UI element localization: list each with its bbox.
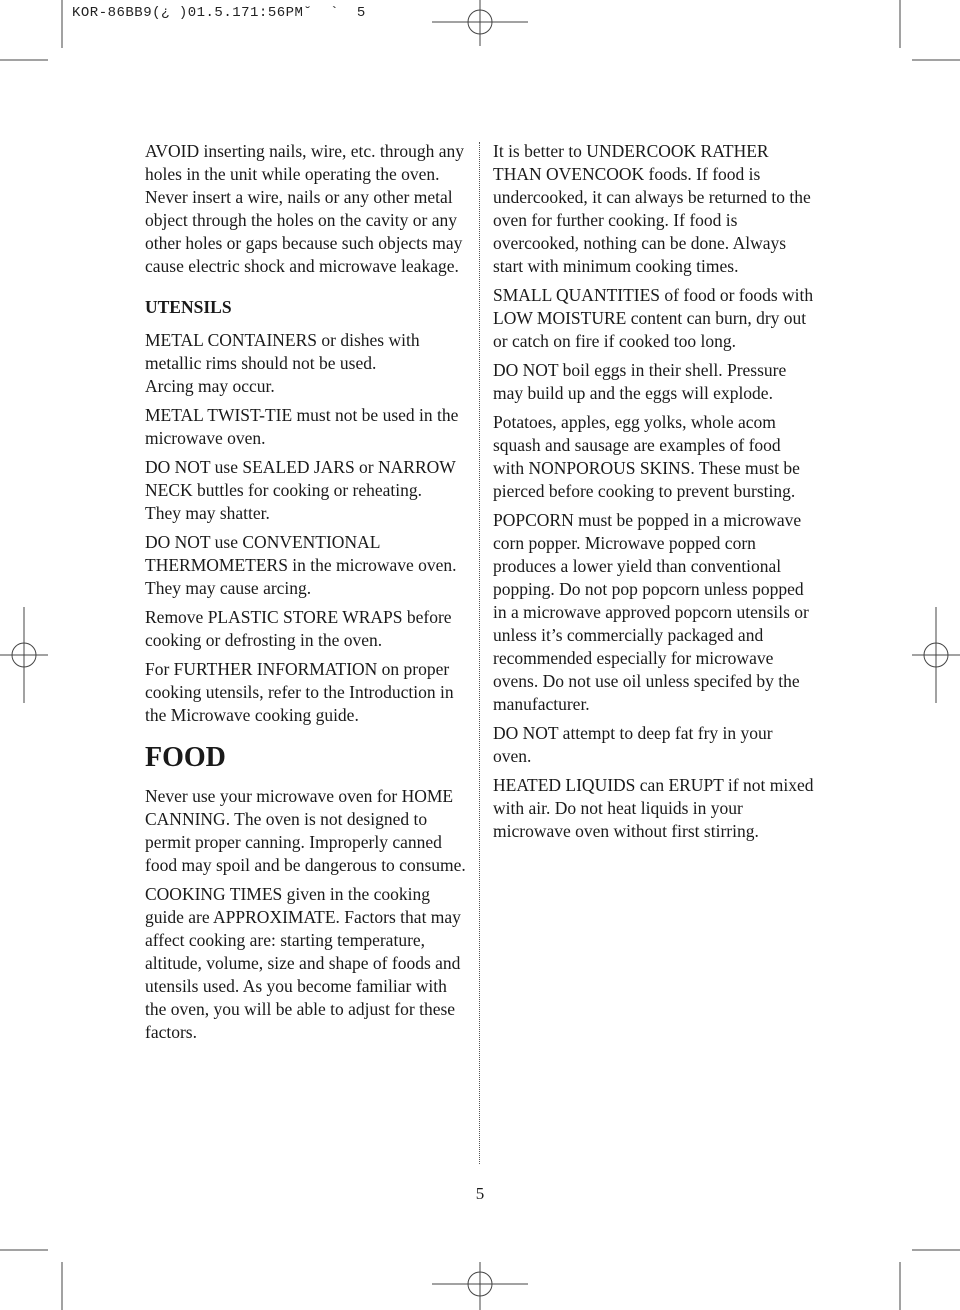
food-paragraph: Never use your microwave oven for HOME CANNING. The oven is not designed to permit proper canning. Improperly canned food may spoil and be dangerous to consume. (145, 786, 466, 875)
utensil-item: DO NOT use CONVENTIONAL THERMOMETERS in the microwave oven. They may cause arcing. (145, 532, 457, 598)
registration-mark-right (912, 607, 960, 703)
food-paragraph: COOKING TIMES given in the cooking guide are APPROXIMATE. Factors that may affect cooking are: starting temperature, altitude, volume, size and shape of foods and utensils used. As you become familiar with the oven, you will be able to adjust for these factors. (145, 884, 461, 1042)
right-column (493, 140, 815, 849)
food-paragraph: Potatoes, apples, egg yolks, whole acom squash and sausage are examples of food with NONPOROUS SKINS. These must be pierced before cooking to prevent bursting. (493, 412, 800, 501)
utensil-item: DO NOT use SEALED JARS or NARROW NECK buttles for cooking or reheating. They may shatter. (145, 457, 456, 523)
food-paragraph: It is better to UNDERCOOK RATHER THAN OVENCOOK foods. If food is undercooked, it can always be returned to the oven for further cooking. If food is overcooked, nothing can be done. Always start with minimum cooking times. (493, 141, 811, 276)
print-slug: KOR-86BB9(¿ )01.5.171:56PM˘ ` 5 (72, 5, 366, 21)
food-paragraph: DO NOT boil eggs in their shell. Pressure may build up and the eggs will explode. (493, 360, 787, 403)
utensil-item: For FURTHER INFORMATION on proper cooking utensils, refer to the Introduction in the Microwave cooking guide. (145, 659, 454, 725)
utensil-item: METAL TWIST-TIE must not be used in the microwave oven. (145, 405, 459, 448)
left-column (145, 140, 470, 1050)
food-paragraph: SMALL QUANTITIES of food or foods with LOW MOISTURE content can burn, dry out or catch on fire if cooked too long. (493, 285, 814, 351)
page-number: 5 (475, 1184, 485, 1203)
utensil-item: METAL CONTAINERS or dishes with metallic rims should not be used. Arcing may occur. (145, 330, 420, 396)
food-paragraph: DO NOT attempt to deep fat fry in your oven. (493, 723, 773, 766)
registration-mark-bottom (432, 1262, 528, 1310)
avoid-nails-paragraph: AVOID inserting nails, wire, etc. through any holes in the unit while operating the oven. Never insert a wire, nails or any other metal object through the holes on the cavity or any other holes or gaps because such objects may cause electric shock and microwave leakage. (145, 141, 464, 276)
food-paragraph: POPCORN must be popped in a microwave corn popper. Microwave popped corn produces a lower yield than conventional popping. Do not pop popcorn unless popped in a microwave approved popcorn utensils or unless it’s commercially packaged and recommended especially for microwave ovens. Do not use oil unless specifed by the manufacturer. (493, 510, 809, 714)
registration-mark-left (0, 607, 48, 703)
utensil-item: Remove PLASTIC STORE WRAPS before cooking or defrosting in the oven. (145, 607, 452, 650)
food-paragraph: HEATED LIQUIDS can ERUPT if not mixed with air. Do not heat liquids in your microwave oven without first stirring. (493, 775, 814, 841)
food-heading: FOOD (145, 742, 226, 773)
utensils-heading: UTENSILS (145, 297, 232, 317)
column-divider (479, 142, 480, 1164)
registration-mark-top (432, 0, 528, 46)
